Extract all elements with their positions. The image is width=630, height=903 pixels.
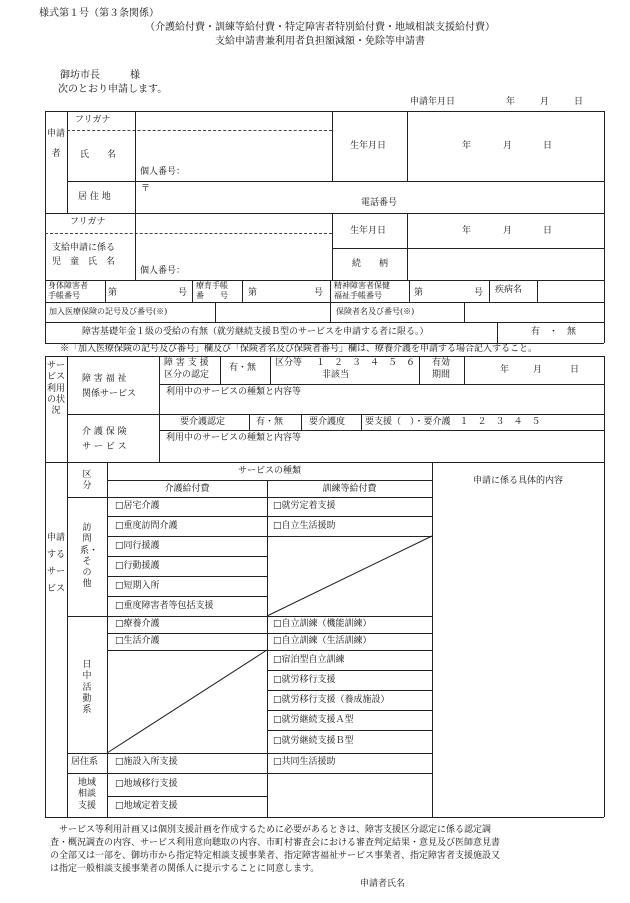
medical-insurance-label: 加入医療保険の記号及び番号(※) [49, 307, 168, 316]
service-checkbox[interactable]: □地域定着支援 [115, 801, 178, 811]
child-birth-year: 年 [462, 226, 472, 236]
service-checkbox[interactable]: □就労継続支援Ａ型 [273, 715, 354, 725]
service-checkbox[interactable]: □自立訓練（生活訓練） [273, 636, 372, 646]
service-checkbox[interactable]: □自立生活援助 [273, 521, 336, 531]
category-home: 訪問系・その他 [80, 523, 99, 590]
service-checkbox[interactable]: □重度訪問介護 [115, 521, 178, 531]
service-checkbox[interactable]: □療養介護 [115, 619, 160, 629]
service-checkbox[interactable]: □施設入所支援 [115, 757, 178, 767]
blank-cell-diagonal [267, 536, 432, 616]
form-number: 様式第１号（第３条関係） [39, 8, 159, 19]
applicant-section-label: 申請者 [47, 129, 66, 159]
mental-dai: 第 [414, 288, 424, 298]
care-content-label: 利用中のサービスの種類と内容等 [166, 433, 302, 443]
pension-label: 障害基礎年金１級の受給の有無（就労継続支援Ｂ型のサービスを申請する者に限る。） [82, 327, 429, 337]
applicant-birth-label: 生年月日 [350, 141, 387, 151]
ryoiku-handbook-label-2: 番 号 [196, 291, 228, 300]
support-class-label: 障 害 支 援 [164, 358, 209, 368]
pension-yes-no: 有 ・ 無 [531, 327, 577, 337]
physical-handbook-label-2: 手帳番号 [48, 291, 80, 300]
relation-label: 続 柄 [352, 259, 389, 269]
care-cert-label: 要介護認定 [180, 417, 226, 427]
applicant-address-label: 居 住 地 [78, 192, 111, 202]
apply-date-day: 日 [574, 97, 584, 107]
phone-label: 電話番号 [361, 198, 398, 208]
ryoiku-dai: 第 [248, 288, 258, 298]
intro-text: 次のとおり申請します。 [58, 84, 168, 95]
service-checkbox[interactable]: □就労移行支援 [273, 675, 336, 685]
mental-handbook-label: 精神障害者保健 [334, 281, 390, 290]
detail-header: 申請に係る具体的内容 [472, 476, 563, 486]
service-checkbox[interactable]: □居宅介護 [115, 501, 160, 511]
disease-label: 疾病名 [495, 285, 523, 295]
child-label-line1: 支給申請に係る [52, 243, 116, 253]
signer-label: 申請者氏名 [360, 879, 406, 889]
postal-mark: 〒 [141, 184, 151, 194]
validity-day: 日 [570, 365, 580, 375]
welfare-service-label-2: 関係サービス [82, 389, 137, 399]
welfare-content-label: 利用中のサービスの種類と内容等 [166, 387, 302, 397]
consent-line: サービス等利用計画又は個別支援計画を作成するために必要があるときは、障害支援区分認定に係る認定調 [50, 825, 492, 835]
service-checkbox[interactable]: □同行援護 [115, 541, 160, 551]
applicant-birth-day: 日 [543, 141, 553, 151]
validity-month: 月 [533, 365, 543, 375]
kubun-label: 区分等 [275, 358, 303, 368]
service-checkbox[interactable]: □宿泊型自立訓練 [273, 655, 345, 665]
child-birth-label: 生年月日 [350, 226, 387, 236]
consent-line: 査・概況調査の内容、サービス利用意向聴取の内容、市町村審査会における審査判定結果・意見及び医師意見書 [50, 838, 501, 848]
validity-label-2: 期間 [432, 370, 451, 380]
service-checkbox[interactable]: □就労継続支援Ｂ型 [273, 736, 354, 746]
kaigo-header: 介護給付費 [164, 484, 210, 494]
service-checkbox[interactable]: □地域移行支援 [115, 779, 178, 789]
support-yes-no: 有・無 [229, 363, 257, 373]
service-checkbox[interactable]: □就労定着支援 [273, 501, 336, 511]
consent-line: の全部又は一部を、御坊市から指定特定相談支援事業者、指定障害福祉サービス事業者、指定障害者支援施設又 [50, 851, 501, 861]
addressee: 御坊市長 様 [60, 70, 140, 81]
service-checkbox[interactable]: □短期入所 [115, 581, 160, 591]
consent-line: は指定一般相談支援事業者の関係人に提示することに同意します。 [50, 864, 320, 874]
service-kind-header: サービスの種類 [237, 466, 301, 476]
non-applicable-label: 非該当 [322, 370, 350, 380]
validity-year: 年 [500, 365, 510, 375]
service-checkbox[interactable]: □自立訓練（機能訓練） [273, 619, 372, 629]
kubun-header: 区分 [82, 470, 92, 492]
child-label-line2: 児 童 氏 名 [52, 257, 116, 267]
care-level-scale: 要支援（ ）・要介護 １ ２ ３ ４ ５ [365, 417, 541, 427]
applicant-name-label: 氏 名 [80, 150, 117, 160]
apply-date-month: 月 [540, 97, 550, 107]
care-yes-no: 有・無 [256, 417, 284, 427]
category-day: 日中活動系 [82, 660, 92, 715]
support-class-label-2: 区分の認定 [164, 370, 210, 380]
applicant-furigana-label: フリガナ [75, 115, 111, 125]
service-checkbox[interactable]: □重度障害者等包括支援 [115, 601, 214, 611]
form-title-line1: （介護給付費・訓練等給付費・特定障害者特別給付費・地域相談支援給付費） [145, 22, 495, 33]
category-area: 地域相談支援 [77, 778, 96, 811]
physical-handbook-label: 身体障害者 [48, 281, 88, 290]
applicant-birth-year: 年 [462, 141, 472, 151]
blank-cell-diagonal [107, 650, 267, 753]
child-furigana-label: フリガナ [70, 217, 106, 227]
category-residence: 居住系 [71, 757, 99, 767]
form-title-line2: 支給申請書兼利用者負担額減額・免除等申請書 [215, 36, 425, 47]
applicant-personal-number-label: 個人番号： [140, 167, 186, 177]
welfare-service-label: 障 害 福 祉 [82, 374, 127, 384]
service-checkbox[interactable]: □生活介護 [115, 636, 160, 646]
apply-date-label: 申請年月日 [410, 97, 456, 107]
applicant-birth-month: 月 [503, 141, 513, 151]
child-personal-number-label: 個人番号： [140, 266, 186, 276]
spacer [267, 796, 268, 797]
insurance-note: ※「加入医療保険の記号及び番号」欄及び「保険者名及び保険者番号」欄は、療養介護を申請する場合記入すること。 [60, 344, 538, 354]
ryoiku-go: 号 [314, 288, 324, 298]
mental-handbook-label-2: 福祉手帳番号 [334, 291, 382, 300]
child-birth-day: 日 [543, 226, 553, 236]
ryoiku-handbook-label: 療育手帳 [196, 281, 228, 290]
services-section-label: 申請するサービス [47, 533, 66, 595]
kunren-header: 訓練等給付費 [322, 484, 377, 494]
mental-go: 号 [474, 288, 484, 298]
apply-date-year: 年 [506, 97, 516, 107]
physical-dai: 第 [108, 288, 118, 298]
physical-go: 号 [178, 288, 188, 298]
care-level-label: 要介護度 [309, 417, 346, 427]
care-insurance-label: 介 護 保 険 [82, 427, 127, 437]
kubun-numbers: １ ２ ３ ４ ５ ６ [316, 358, 416, 368]
validity-label: 有効 [432, 358, 451, 368]
usage-section-label: サービス利用の状況 [47, 361, 66, 416]
service-checkbox[interactable]: □行動援護 [115, 561, 160, 571]
care-insurance-label-2: サ ー ビ ス [82, 442, 127, 452]
insurer-label: 保険者名及び番号(※) [336, 307, 415, 316]
child-birth-month: 月 [503, 226, 513, 236]
service-checkbox[interactable]: □就労移行支援（養成施設） [273, 695, 390, 705]
service-checkbox[interactable]: □共同生活援助 [273, 757, 336, 767]
